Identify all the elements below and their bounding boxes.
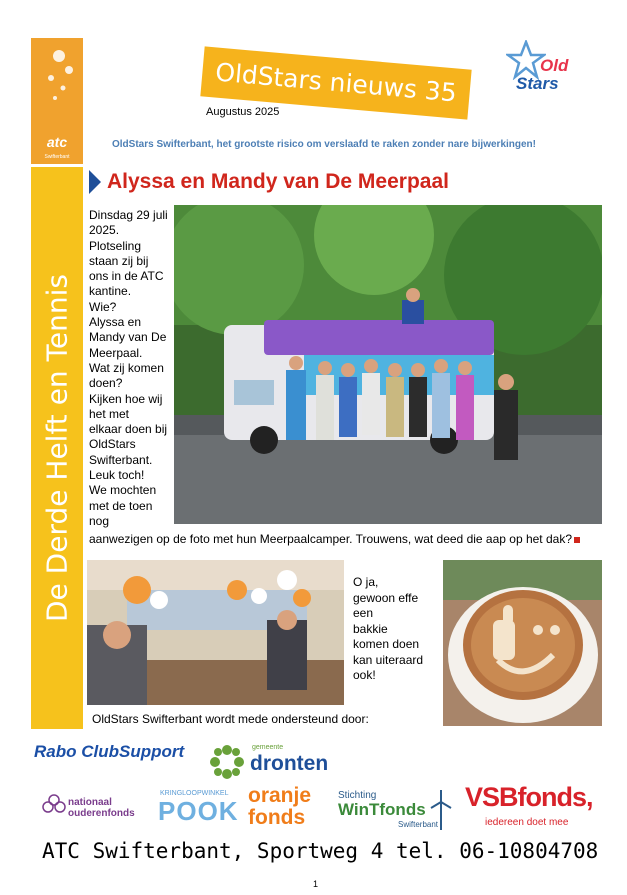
oldstars-logo-line1: Old: [540, 56, 569, 75]
dronten-name: dronten: [250, 752, 329, 775]
wint-stichting: Stichting: [338, 790, 377, 801]
body-line: nog: [89, 513, 110, 528]
nationaal-ouderenfonds-logo: [42, 792, 146, 824]
body-line: OldStars: [89, 437, 136, 452]
sidebar: [31, 167, 83, 729]
body-line: Wat zij komen: [89, 360, 164, 375]
nof-line2: ouderenfonds: [68, 808, 135, 819]
wint-name: WinTfonds: [338, 800, 426, 819]
end-mark-icon: [574, 537, 580, 543]
atc-logo: [31, 38, 83, 164]
body-line: Mandy van De: [89, 330, 167, 345]
coffee-photo: [443, 560, 602, 726]
vsb-name: VSBfonds,: [465, 782, 593, 812]
body-line: Swifterbant.: [89, 452, 153, 467]
dronten-gemeente: gemeente: [252, 744, 284, 751]
body-line: Meerpaal.: [89, 345, 143, 360]
rabo-clubsupport-logo: Rabo ClubSupport: [34, 742, 185, 761]
vsbfonds-logo: [465, 782, 605, 832]
group-photo: [174, 205, 602, 524]
flower-icon: [42, 794, 66, 816]
headline-arrow-icon: [89, 170, 101, 194]
sidebar-title: De Derde Helft en Tennis: [40, 273, 74, 623]
oldstars-logo-line2: Stars: [516, 74, 559, 93]
body-line: elkaar doen bij: [89, 422, 168, 437]
side-note-line: O ja,: [353, 575, 379, 589]
issue-date: Augustus 2025: [206, 106, 280, 118]
body-line: het met: [89, 406, 130, 421]
side-note-line: kan uiteraard: [353, 652, 424, 667]
nof-line1: nationaal: [68, 797, 112, 808]
tagline: OldStars Swifterbant, het grootste risico om verslaafd te raken zonder nare bijwerkingen!: [112, 139, 536, 150]
oldstars-logo: [506, 40, 586, 96]
dronten-logo: [208, 744, 348, 780]
article-body: [89, 208, 173, 529]
vsb-slogan: iedereen doet mee: [485, 817, 569, 828]
canteen-image: [87, 560, 344, 705]
oranje-fonds-logo: [248, 785, 332, 833]
body-line: Leuk toch!: [89, 468, 145, 483]
body-line: doen?: [89, 376, 123, 391]
club-address: ATC Swifterbant, Sportweg 4 tel. 06-10804708: [42, 839, 599, 863]
body-line: Dinsdag 29 juli: [89, 208, 168, 222]
page-number: 1: [313, 879, 319, 889]
body-line: Alyssa en: [89, 315, 142, 330]
side-note: [353, 575, 423, 684]
body-line: Plotseling: [89, 238, 142, 253]
side-note-line: bakkie: [353, 621, 388, 636]
wintfonds-logo: [338, 790, 448, 830]
side-note-line: gewoon effe: [353, 590, 419, 605]
body-line: ons in de ATC: [89, 269, 164, 284]
pook-kringloop: KRINGLOOPWINKEL: [160, 790, 229, 797]
body-line: met de toen: [89, 498, 153, 513]
article-body-tail: [89, 532, 580, 546]
pook-name: POOK: [158, 796, 239, 826]
body-tail-text: aanwezigen op de foto met hun Meerpaalcamper. Trouwens, wat deed die aap op het dak?: [89, 532, 572, 546]
dronten-emblem-icon: [208, 744, 246, 780]
oranje-line2: fonds: [248, 806, 306, 829]
body-line: 2025.: [89, 223, 120, 238]
wint-place: Swifterbant: [398, 820, 439, 829]
side-note-line: een: [353, 606, 374, 620]
group-camper-image: [174, 205, 602, 524]
logo-subtext: Swifterbant: [44, 154, 70, 160]
oranje-line1: oranje: [248, 784, 312, 807]
newsletter-title: OldStars nieuws 35: [214, 57, 458, 108]
body-line: We mochten: [89, 483, 157, 498]
body-line: Kijken hoe wij: [89, 391, 163, 406]
tennis-balls-icon: [31, 38, 83, 118]
body-line: kantine.: [89, 284, 132, 299]
wind-turbine-icon: [430, 790, 452, 830]
logo-text: atc: [46, 134, 68, 150]
body-line: staan zij bij: [89, 253, 149, 268]
article-headline: Alyssa en Mandy van De Meerpaal: [107, 170, 449, 193]
pook-logo: [158, 790, 242, 826]
body-line: Wie?: [89, 299, 117, 314]
side-note-line: ook!: [353, 668, 376, 682]
coffee-thumbs-up-image: [443, 560, 602, 726]
side-note-line: komen doen: [353, 637, 420, 651]
support-text: OldStars Swifterbant wordt mede ondersteund door:: [92, 712, 369, 726]
canteen-photo: [87, 560, 344, 705]
